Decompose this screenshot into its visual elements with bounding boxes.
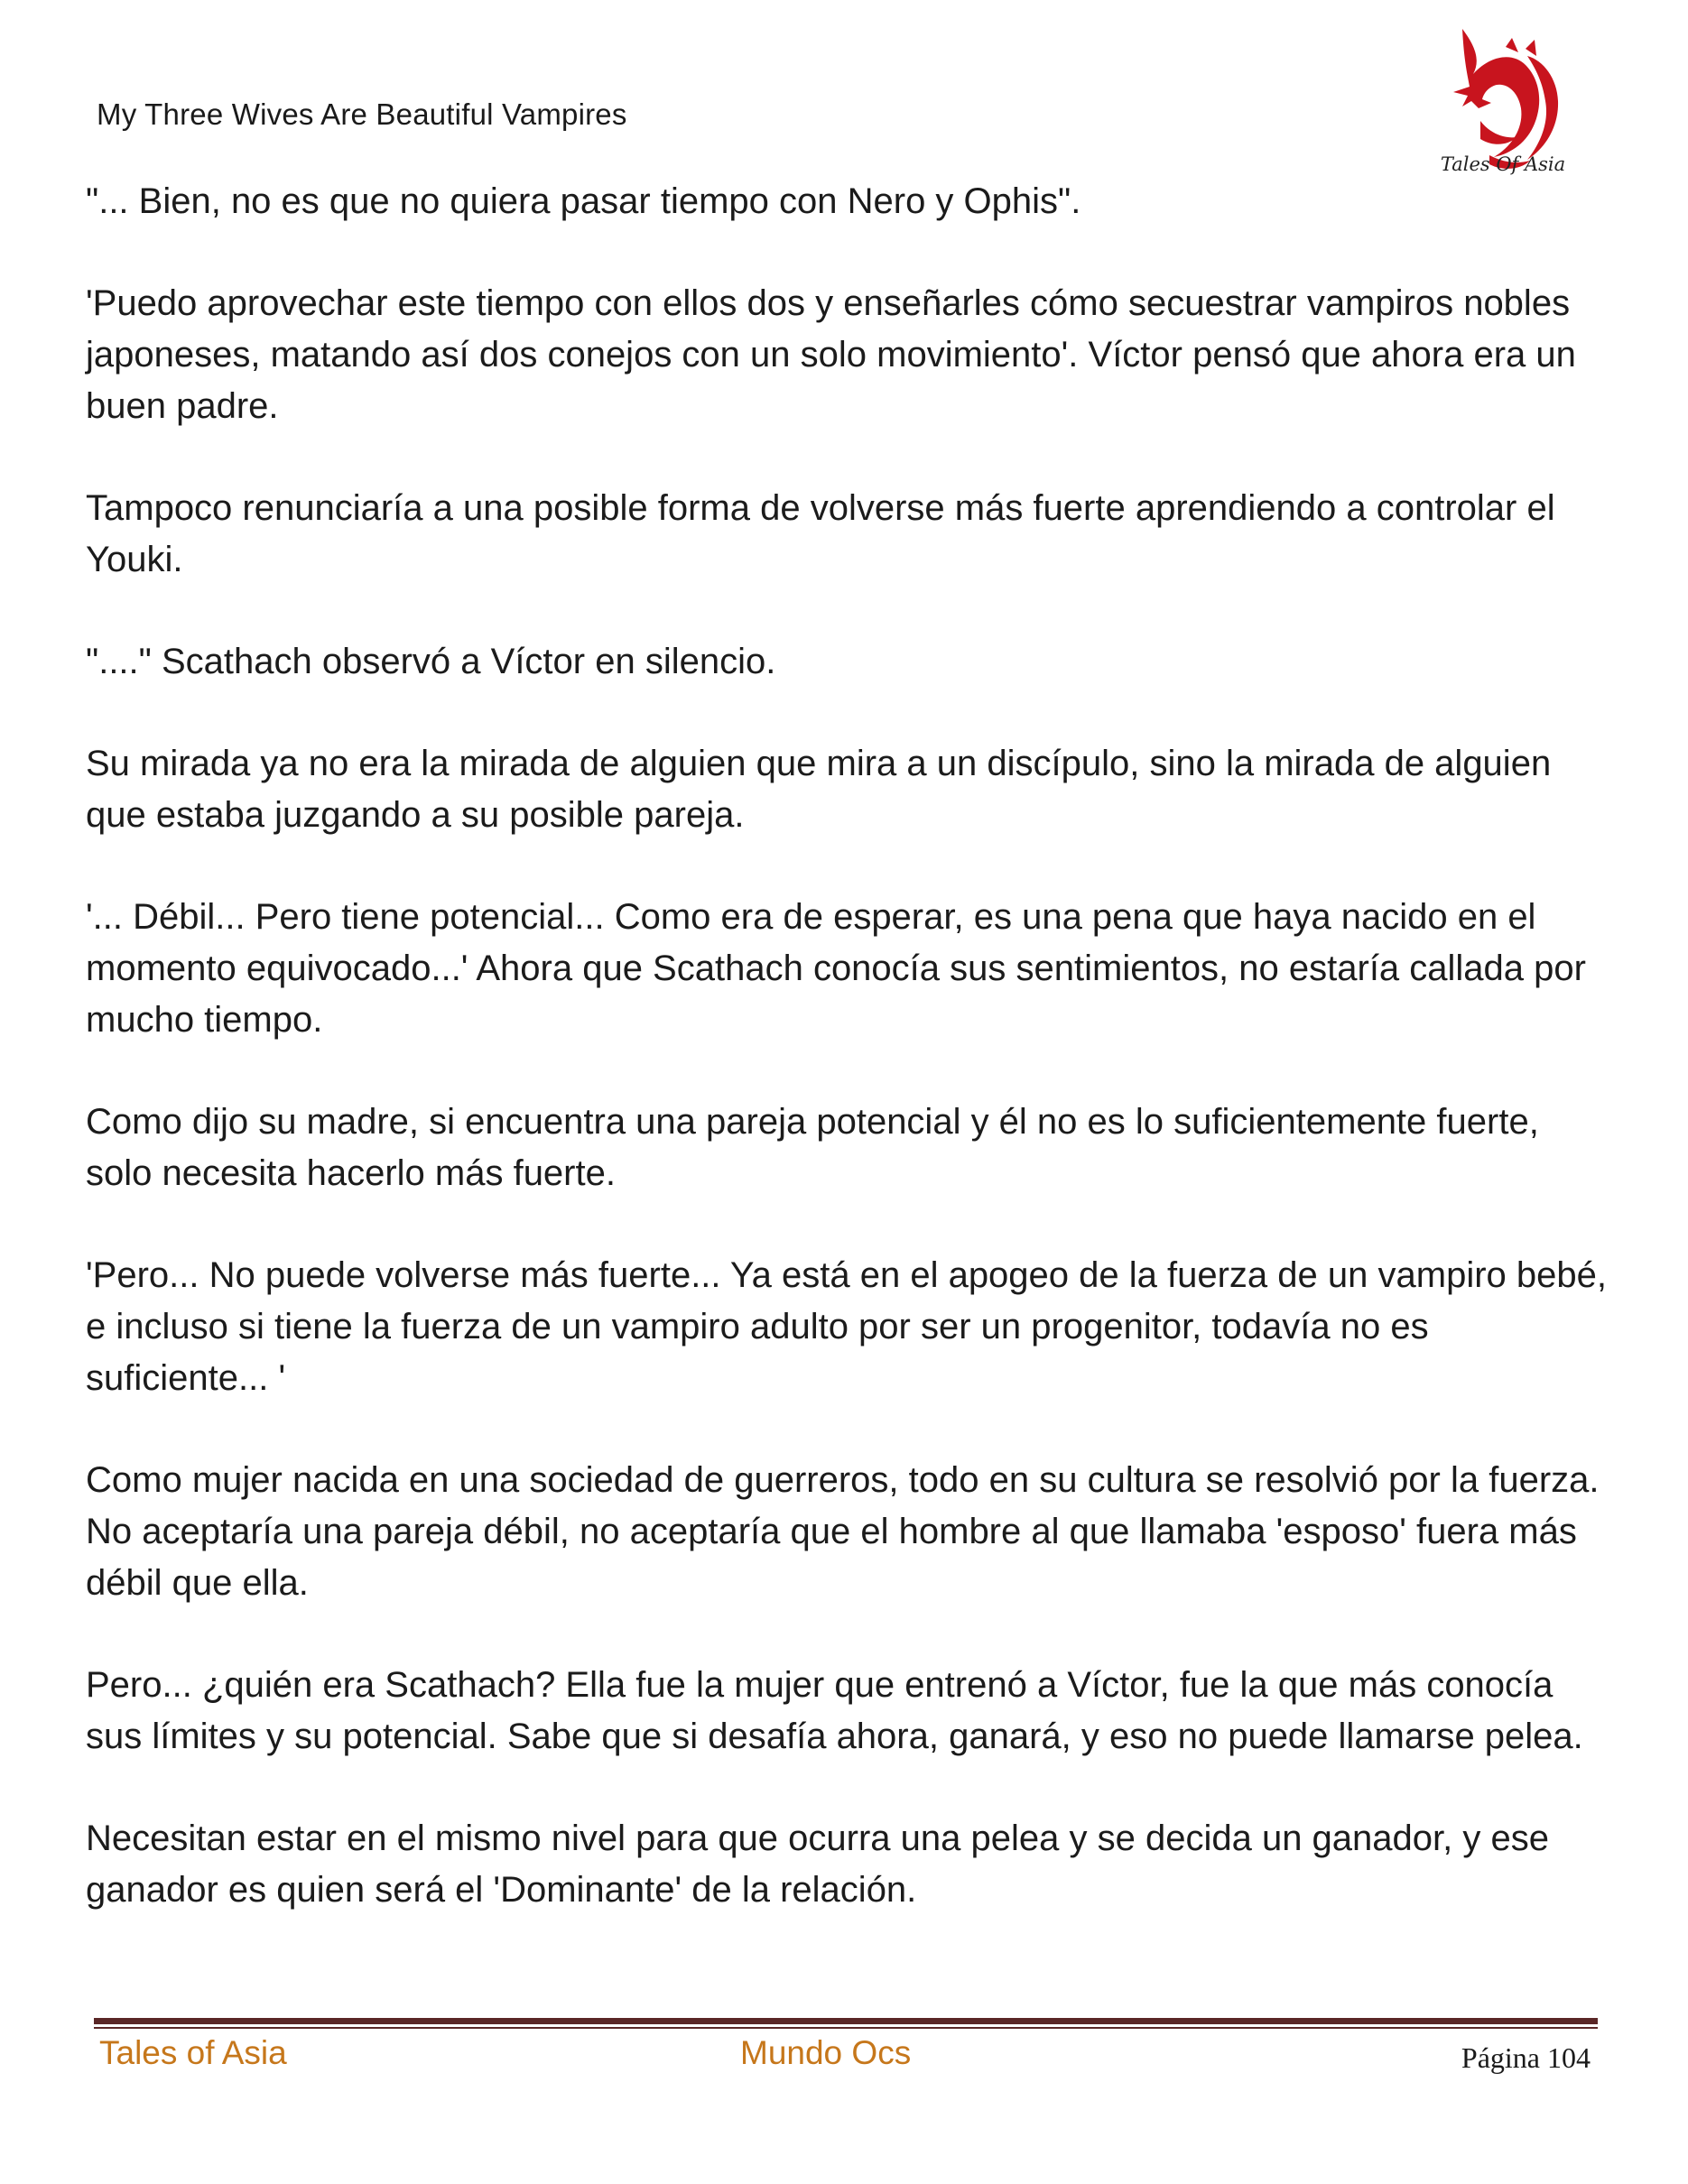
logo-text: Tales Of Asia [1440, 153, 1566, 175]
paragraph: "...." Scathach observó a Víctor en silencio. [86, 642, 776, 681]
book-title: My Three Wives Are Beautiful Vampires [97, 97, 627, 131]
footer-site-name: Tales of Asia [99, 2034, 287, 2071]
paragraph: Tampoco renunciaría a una posible forma de volverse más fuerte aprendiendo a controlar el Youki. [86, 488, 1555, 579]
paragraph: Necesitan estar en el mismo nivel para que ocurra una pelea y se decida un ganador, y ese ganador es quien será el 'Dominante' de la relación. [86, 1818, 1549, 1910]
page-number: Página 104 [1461, 2041, 1591, 2074]
paragraph: "... Bien, no es que no quiera pasar tiempo con Nero y Ophis". [86, 181, 1081, 221]
paragraph: Pero... ¿quién era Scathach? Ella fue la mujer que entrenó a Víctor, fue la que más conocía sus límites y su potencial. Sabe que si desafía ahora, ganará, y eso no puede llamarse pelea. [86, 1665, 1583, 1756]
paragraph: Como mujer nacida en una sociedad de guerreros, todo en su cultura se resolvió por la fuerza. No aceptaría una pareja débil, no aceptaría que el hombre al que llamaba 'esposo' fuera más débil que ella. [86, 1460, 1600, 1603]
paragraph: 'Puedo aprovechar este tiempo con ellos dos y enseñarles cómo secuestrar vampiros nobles japoneses, matando así dos conejos con un solo movimiento'. Víctor pensó que ahora era un buen padre. [86, 283, 1576, 426]
paragraph: '... Débil... Pero tiene potencial... Como era de esperar, es una pena que haya nacido en el momento equivocado...' Ahora que Scathach conocía sus sentimientos, no estaría callada por mucho tiempo. [86, 897, 1586, 1040]
paragraph: Como dijo su madre, si encuentra una pareja potencial y él no es lo suficientemente fuerte, solo necesita hacerlo más fuerte. [86, 1102, 1539, 1193]
chapter-body [86, 176, 1611, 1967]
paragraph: Su mirada ya no era la mirada de alguien que mira a un discípulo, sino la mirada de alguien que estaba juzgando a su posible pareja. [86, 744, 1552, 835]
footer-divider [94, 2018, 1598, 2029]
footer-section-name: Mundo Ocs [740, 2034, 912, 2071]
paragraph: 'Pero... No puede volverse más fuerte... Ya está en el apogeo de la fuerza de un vampiro bebé, e incluso si tiene la fuerza de un vampiro adulto por ser un progenitor, todavía no es suficiente... ' [86, 1255, 1607, 1398]
